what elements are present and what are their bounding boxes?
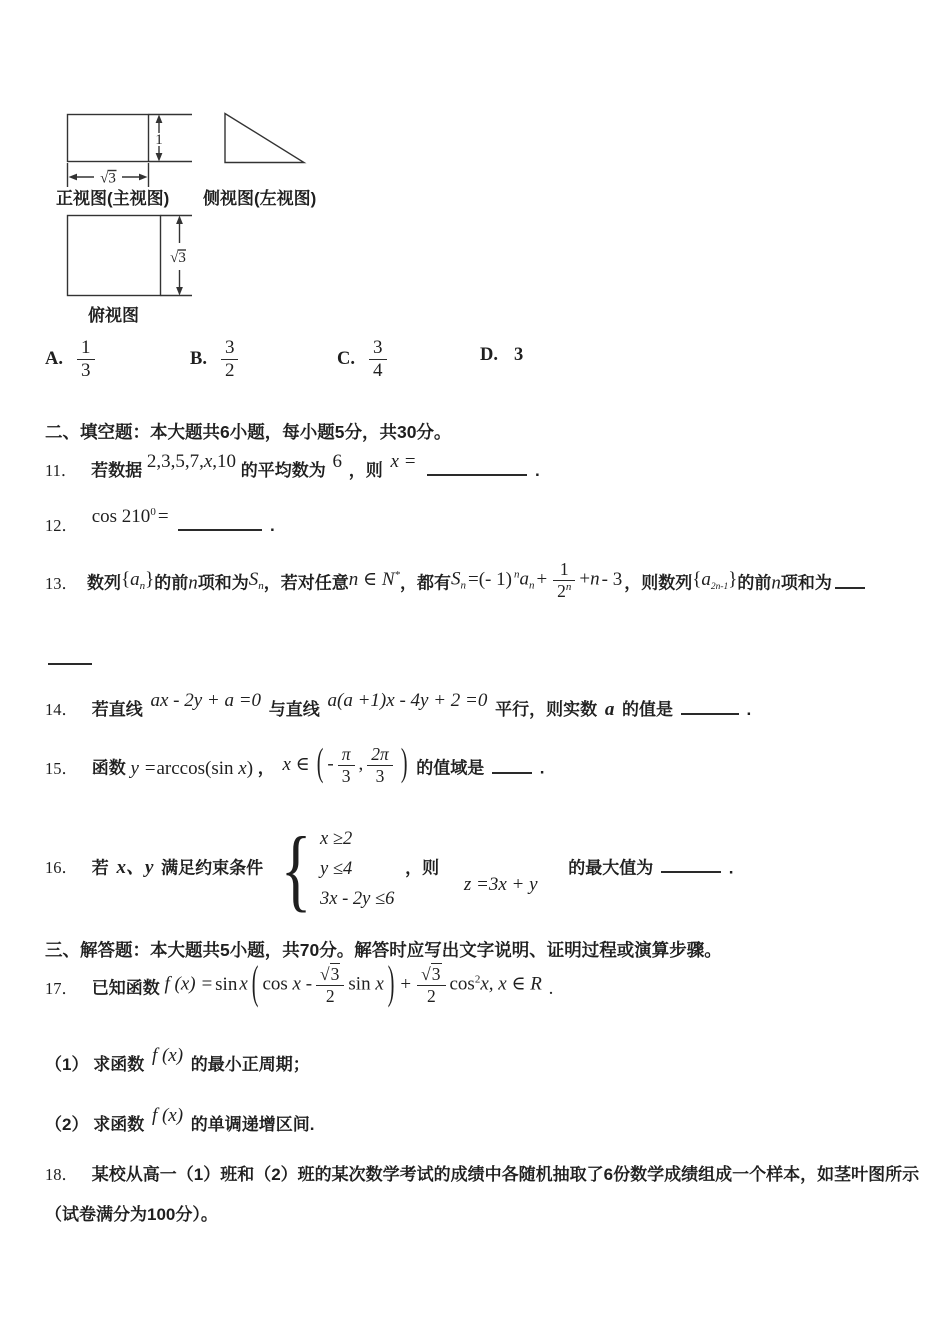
question-13 bbox=[45, 559, 868, 605]
question-17-part-2 bbox=[45, 1105, 315, 1136]
fraction-pi-over-3 bbox=[338, 744, 355, 786]
front-view-label: 正视图(主视图) bbox=[56, 189, 170, 208]
option-a bbox=[45, 337, 99, 383]
top-view-drawing bbox=[55, 210, 215, 305]
math-x-equals: x = bbox=[390, 451, 417, 472]
blank-underline bbox=[661, 855, 721, 873]
question-number: 14． bbox=[45, 700, 78, 719]
math-sequence-an bbox=[121, 569, 154, 592]
math-variable-S: S bbox=[248, 568, 259, 590]
question-text: 的前 bbox=[737, 573, 772, 593]
period: . bbox=[728, 858, 734, 878]
fraction-denominator: 2 bbox=[417, 985, 445, 1007]
radicand: 3 bbox=[330, 964, 340, 984]
x-minus: x - bbox=[292, 973, 313, 995]
option-b-key: B. bbox=[190, 349, 207, 370]
math-Sn bbox=[249, 569, 264, 592]
option-b bbox=[190, 337, 242, 383]
blank-underline bbox=[492, 755, 532, 773]
blank-underline bbox=[835, 570, 865, 588]
fraction-sqrt3-over-2 bbox=[316, 964, 344, 1006]
math-variable-a: a bbox=[701, 568, 711, 590]
question-15 bbox=[45, 741, 545, 790]
power-n: n bbox=[513, 568, 520, 581]
blank-underline bbox=[427, 458, 527, 476]
question-text: 的最大值为 bbox=[568, 858, 654, 878]
cos-function: cos bbox=[449, 973, 475, 995]
question-number: 17． bbox=[45, 978, 78, 998]
math-sequence-a2n-1 bbox=[692, 569, 737, 592]
radical-sign: √ bbox=[320, 964, 330, 984]
period: . bbox=[270, 516, 275, 535]
option-d bbox=[480, 345, 523, 366]
math-cos-term: cos 210 bbox=[91, 506, 151, 527]
radical-sign: √ bbox=[421, 964, 431, 984]
question-number: 13． bbox=[45, 573, 78, 593]
subscript-n: n bbox=[460, 579, 466, 592]
brace-open: { bbox=[121, 568, 131, 590]
question-text: 平行，则实数 bbox=[495, 700, 598, 719]
math-n-element: n ∈ N bbox=[348, 568, 395, 590]
constraint-rows bbox=[320, 824, 394, 914]
math-domain-interval bbox=[280, 741, 412, 786]
math-f-of-x: f (x) bbox=[151, 1105, 184, 1126]
question-text: 已知函数 bbox=[91, 978, 160, 998]
math-variable-n: n bbox=[590, 568, 600, 590]
question-18-line-1 bbox=[45, 1160, 919, 1185]
question-text: 的值是 bbox=[622, 700, 674, 719]
subscript-2n-1: 2n-1 bbox=[710, 581, 729, 592]
option-c-fraction bbox=[369, 337, 387, 383]
math-variable-a: a bbox=[604, 699, 615, 720]
sin-function: sin bbox=[348, 973, 371, 995]
question-text: 项和为 bbox=[197, 573, 249, 593]
math-data-list: 2,3,5,7, bbox=[146, 451, 204, 472]
sin-function: sin bbox=[211, 757, 234, 779]
option-c bbox=[337, 337, 391, 383]
x-element-of: x ∈ bbox=[282, 753, 310, 775]
sin-function: sin bbox=[215, 973, 238, 995]
question-text: ，则 bbox=[405, 858, 440, 878]
question-14 bbox=[45, 690, 752, 721]
cos-function: cos bbox=[262, 973, 288, 995]
subscript-n: n bbox=[139, 579, 146, 592]
constraint-1: x ≥2 bbox=[320, 829, 353, 849]
blank-underline bbox=[178, 513, 262, 531]
part-number: （1） bbox=[45, 1055, 89, 1074]
big-paren-close: ) bbox=[387, 957, 395, 1009]
arccos-function: arccos bbox=[156, 757, 206, 779]
question-text: 项和为 bbox=[780, 573, 832, 593]
question-number: 12． bbox=[45, 516, 78, 535]
system-brace: { bbox=[280, 817, 312, 920]
fraction-sqrt3-over-2 bbox=[417, 964, 445, 1006]
question-text: ，则数列 bbox=[624, 573, 693, 593]
question-17 bbox=[45, 957, 555, 1010]
fraction-denominator: 3 bbox=[367, 765, 393, 787]
fraction-2pi-over-3 bbox=[367, 744, 393, 786]
question-text: 某校从高一（1）班和（2）班的某次数学考试的成绩中各随机抽取了6份数学成绩组成一个样本，如茎叶图所示 bbox=[91, 1165, 920, 1184]
question-text: 求函数 bbox=[93, 1115, 145, 1134]
math-variable-x: x bbox=[203, 451, 213, 472]
f-of-x-equals: f (x) = bbox=[164, 973, 214, 995]
fraction-numerator bbox=[417, 964, 445, 985]
q13-blank-continuation bbox=[48, 648, 92, 665]
math-domain: x, x ∈ R bbox=[480, 973, 542, 995]
degree-superscript: 0 bbox=[150, 506, 156, 518]
question-text: 满足约束条件 bbox=[161, 858, 264, 878]
period: . bbox=[548, 977, 554, 999]
plus-sign: + bbox=[579, 568, 591, 590]
fraction-numerator: π bbox=[341, 744, 351, 764]
fraction-1-over-2n bbox=[553, 559, 575, 601]
question-number: 15． bbox=[45, 758, 78, 778]
brace-close: } bbox=[728, 568, 738, 590]
option-a-key: A. bbox=[45, 349, 63, 370]
question-text: ，都有 bbox=[400, 573, 451, 593]
math-y-equals: y = bbox=[130, 757, 157, 779]
question-text: ，则 bbox=[348, 461, 383, 480]
option-d-key: D. bbox=[480, 345, 498, 365]
plus-sign: + bbox=[536, 568, 548, 590]
brace-open: { bbox=[692, 568, 702, 590]
subscript-n: n bbox=[258, 579, 264, 592]
period: . bbox=[746, 700, 752, 719]
question-16 bbox=[45, 817, 734, 920]
question-text: （试卷满分为100分）。 bbox=[45, 1205, 218, 1224]
radicand: 3 bbox=[431, 964, 441, 984]
question-text: 的值域是 bbox=[416, 758, 485, 778]
math-function-formula bbox=[164, 957, 542, 1009]
math-line-equation-1: ax - 2y + a =0 bbox=[150, 690, 262, 711]
math-expression bbox=[147, 451, 236, 473]
fraction-denominator: 2 bbox=[221, 359, 239, 382]
question-text: 若直线 bbox=[91, 700, 143, 719]
question-text: 若数据 bbox=[91, 461, 143, 480]
question-text: 求函数 bbox=[93, 1055, 145, 1074]
power-n: n bbox=[565, 580, 572, 593]
period: . bbox=[534, 461, 540, 480]
question-text: 数列 bbox=[87, 573, 121, 593]
constraint-system bbox=[274, 817, 395, 920]
question-number: 18． bbox=[45, 1165, 78, 1184]
question-11 bbox=[45, 451, 540, 482]
fraction-denominator: 2 bbox=[316, 985, 344, 1007]
math-variable-x: x bbox=[239, 973, 248, 995]
period: . bbox=[539, 758, 545, 778]
squared-superscript: 2 bbox=[474, 973, 481, 986]
question-number: 16． bbox=[45, 858, 78, 878]
math-objective-z: z =3x + y bbox=[463, 874, 538, 896]
constraint-3: 3x - 2y ≤6 bbox=[320, 889, 395, 909]
paren-close: ) bbox=[246, 757, 254, 779]
option-b-fraction bbox=[221, 337, 239, 383]
math-variable-n: n bbox=[771, 572, 781, 594]
option-a-fraction bbox=[77, 337, 95, 383]
math-n-in-N bbox=[349, 568, 400, 591]
comma-separator: , bbox=[358, 753, 364, 775]
fraction-numerator: 1 bbox=[81, 337, 91, 358]
math-variable-x: x bbox=[238, 757, 247, 779]
minus-sign: - bbox=[327, 753, 334, 775]
math-variable-x: x bbox=[375, 973, 384, 995]
fraction-numerator bbox=[316, 964, 344, 985]
question-12 bbox=[45, 506, 275, 537]
question-text: 与直线 bbox=[268, 700, 320, 719]
math-function-definition bbox=[130, 759, 253, 778]
question-text: 的前 bbox=[154, 573, 189, 593]
brace-close: } bbox=[145, 568, 155, 590]
fraction-numerator: 1 bbox=[559, 559, 569, 579]
fill-in-section-header: 二、填空题：本大题共6小题，每小题5分，共30分。 bbox=[45, 422, 452, 442]
comma: ， bbox=[257, 758, 275, 778]
question-text: ，若对任意 bbox=[263, 573, 349, 593]
star-superscript: * bbox=[394, 568, 400, 581]
math-variables-xy: x、y bbox=[116, 857, 154, 879]
big-paren-open: ( bbox=[316, 741, 324, 785]
equals-sign: = bbox=[157, 506, 169, 527]
solve-section-header: 三、解答题：本大题共5小题，共70分。解答时应写出文字说明、证明过程或演算步骤。 bbox=[45, 940, 722, 960]
subscript-n: n bbox=[528, 579, 535, 592]
constraint-2: y ≤4 bbox=[320, 859, 353, 879]
big-paren-open: ( bbox=[251, 957, 259, 1009]
den-base: 2 bbox=[557, 580, 566, 601]
math-variable-S: S bbox=[451, 568, 461, 590]
plus-sign: + bbox=[400, 973, 412, 995]
side-view-label: 侧视图(左视图) bbox=[203, 189, 317, 208]
question-text: 若 bbox=[91, 858, 109, 878]
option-d-value: 3 bbox=[514, 345, 524, 365]
math-variable-a: a bbox=[130, 568, 140, 590]
equals-term: =(- 1) bbox=[468, 568, 512, 590]
question-number: 11． bbox=[45, 461, 78, 480]
paren-open: ( bbox=[205, 757, 212, 779]
question-text: 的单调递增区间. bbox=[190, 1115, 315, 1134]
fraction-denominator: 4 bbox=[369, 359, 387, 382]
math-variable-a: a bbox=[519, 568, 529, 590]
top-view-dim: √3 bbox=[170, 250, 186, 266]
fraction-numerator: 3 bbox=[373, 337, 383, 358]
math-expression bbox=[92, 506, 171, 528]
fraction-numerator: 3 bbox=[224, 337, 235, 358]
math-mean-value: 6 bbox=[332, 451, 343, 472]
question-17-part-1 bbox=[45, 1045, 310, 1076]
front-view-height-dim: 1 bbox=[155, 132, 163, 148]
fraction-numerator: 2π bbox=[371, 744, 389, 764]
part-number: （2） bbox=[45, 1115, 89, 1134]
math-recurrence-formula bbox=[451, 559, 624, 601]
option-c-key: C. bbox=[337, 349, 355, 370]
front-view-width-dim: √3 bbox=[100, 170, 116, 187]
math-f-of-x: f (x) bbox=[151, 1045, 184, 1066]
fraction-denominator: 3 bbox=[77, 359, 95, 382]
math-line-equation-2: a(a +1)x - 4y + 2 =0 bbox=[327, 690, 488, 711]
big-paren-close: ) bbox=[400, 741, 408, 785]
fraction-denominator: 3 bbox=[338, 765, 355, 787]
question-text: 的平均数为 bbox=[240, 461, 326, 480]
question-text: 的最小正周期； bbox=[190, 1055, 310, 1074]
question-18-line-2 bbox=[45, 1200, 218, 1225]
question-text: 函数 bbox=[91, 758, 126, 778]
math-data-list: ,10 bbox=[212, 451, 237, 472]
fraction-denominator bbox=[553, 580, 575, 602]
blank-underline bbox=[681, 697, 739, 715]
side-view-drawing bbox=[200, 106, 330, 176]
top-view-label: 俯视图 bbox=[88, 306, 139, 325]
minus-three: - 3 bbox=[601, 568, 623, 590]
math-variable-n: n bbox=[188, 572, 198, 594]
